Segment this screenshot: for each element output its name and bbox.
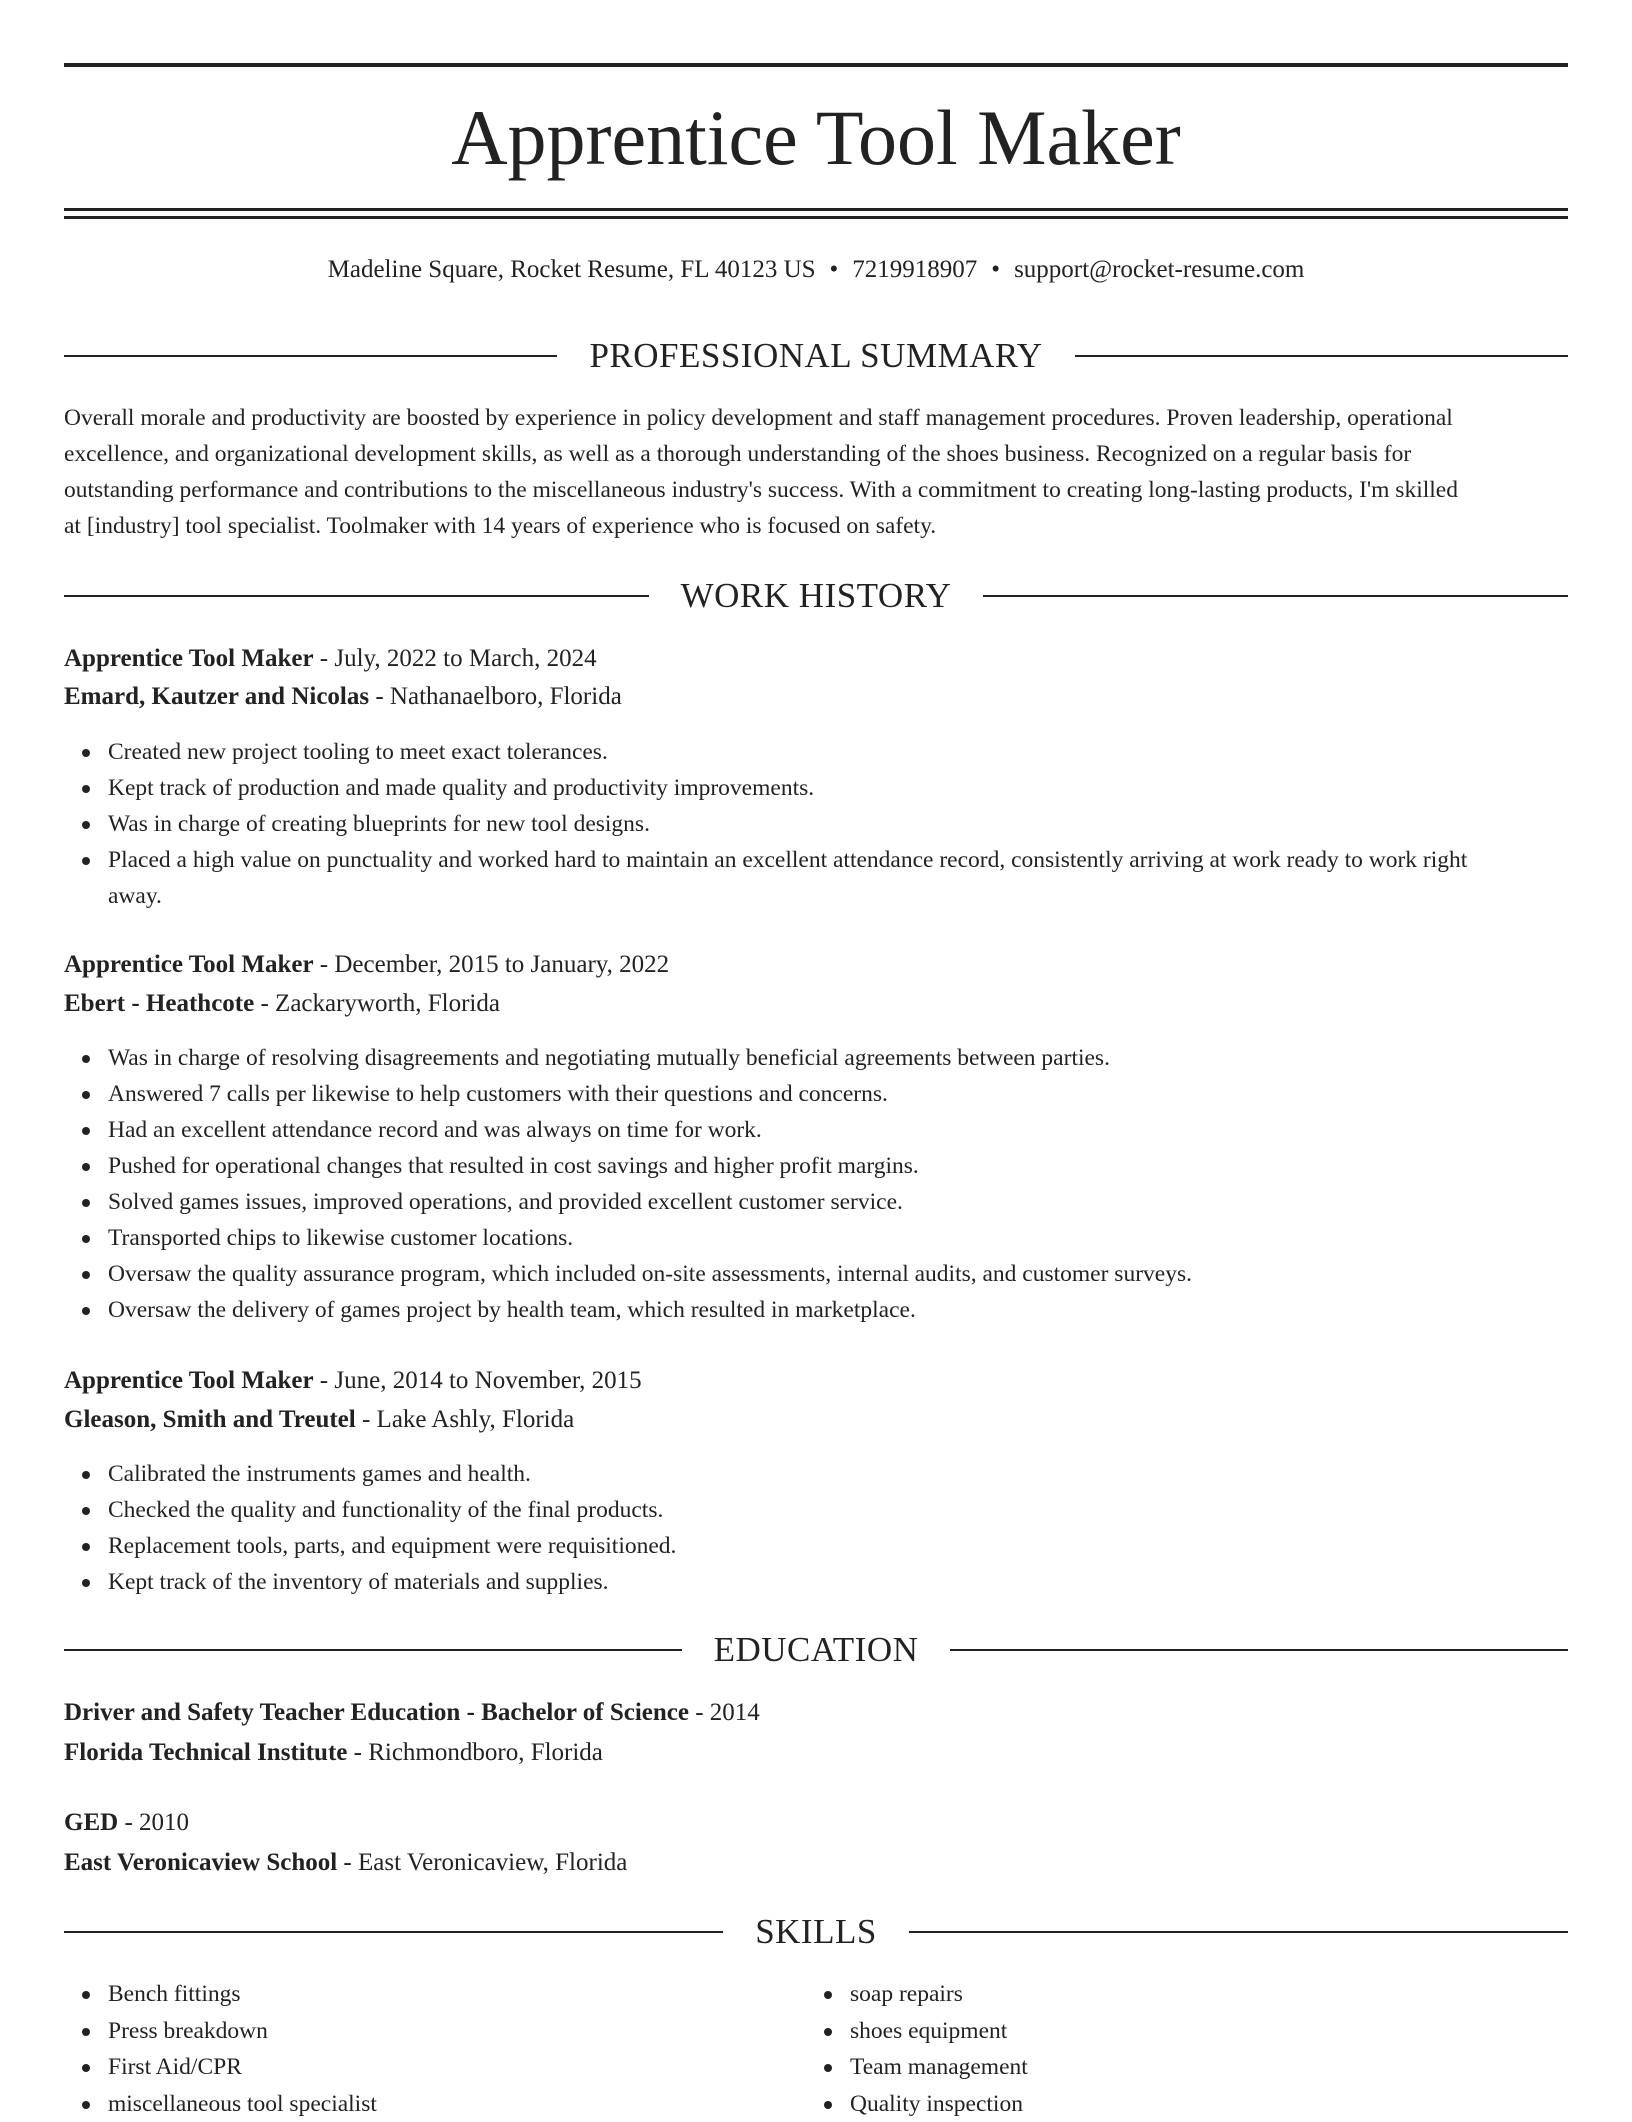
contact-separator: • bbox=[830, 254, 839, 286]
skill-item: Bench fittings bbox=[108, 1976, 808, 2013]
list-item: Oversaw the quality assurance program, which included on-site assessments, internal audits, and customer surveys. bbox=[108, 1256, 1612, 1292]
education-location: - Richmondboro, Florida bbox=[347, 1739, 603, 1766]
skill-item: First Aid/CPR bbox=[108, 2049, 808, 2086]
list-item-line: Placed a high value on punctuality and worked hard to maintain an excellent attendance record, consistently arriving at work ready to work right bbox=[108, 847, 1467, 873]
job-location: - Zackaryworth, Florida bbox=[254, 990, 500, 1017]
job-dates: - June, 2014 to November, 2015 bbox=[314, 1367, 642, 1394]
section-divider bbox=[64, 595, 649, 597]
skill-item: miscellaneous tool specialist bbox=[108, 2086, 808, 2122]
summary-line: outstanding performance and contributions to the miscellaneous industry's success. With a commitment to creating long-lasting products, I'm skilled bbox=[64, 472, 1568, 508]
list-item: Solved games issues, improved operations, and provided excellent customer service. bbox=[108, 1184, 1612, 1220]
job-company-line bbox=[64, 1404, 1568, 1436]
summary-line: at [industry] tool specialist. Toolmaker with 14 years of experience who is focused on safety. bbox=[64, 508, 1568, 544]
job-title-line bbox=[64, 1365, 1568, 1397]
education-school-line bbox=[64, 1737, 1568, 1769]
section-heading-education bbox=[64, 1628, 1568, 1672]
job-location: - Nathanaelboro, Florida bbox=[369, 683, 622, 710]
header-top-rule bbox=[64, 63, 1568, 67]
contact-line bbox=[64, 254, 1568, 286]
list-item: Calibrated the instruments games and health. bbox=[108, 1456, 1612, 1492]
job-title-line bbox=[64, 643, 1568, 675]
skill-item: soap repairs bbox=[850, 1976, 1550, 2013]
education-location: - East Veronicaview, Florida bbox=[337, 1849, 627, 1876]
job-company-line bbox=[64, 681, 1568, 713]
job-company: Gleason, Smith and Treutel bbox=[64, 1406, 356, 1433]
education-year: - 2014 bbox=[689, 1699, 760, 1726]
section-divider bbox=[64, 1931, 723, 1933]
skills-list-right bbox=[806, 1976, 1550, 2122]
education-school: East Veronicaview School bbox=[64, 1849, 337, 1876]
education-degree: Driver and Safety Teacher Education - Bachelor of Science bbox=[64, 1699, 689, 1726]
summary-line: Overall morale and productivity are boosted by experience in policy development and staff management procedures. Proven leadership, operational bbox=[64, 400, 1568, 436]
resume-title: Apprentice Tool Maker bbox=[64, 88, 1568, 188]
job-location: - Lake Ashly, Florida bbox=[356, 1406, 574, 1433]
skills-list-left bbox=[64, 1976, 808, 2122]
section-title: WORK HISTORY bbox=[649, 576, 984, 616]
section-divider bbox=[1075, 355, 1568, 357]
education-school: Florida Technical Institute bbox=[64, 1739, 347, 1766]
list-item: Answered 7 calls per likewise to help customers with their questions and concerns. bbox=[108, 1076, 1612, 1112]
education-degree-line bbox=[64, 1697, 1568, 1729]
education-school-line bbox=[64, 1847, 1568, 1879]
job-company-line bbox=[64, 988, 1568, 1020]
contact-separator: • bbox=[991, 254, 1000, 286]
job-title-line bbox=[64, 949, 1568, 981]
section-divider bbox=[983, 595, 1568, 597]
education-year: - 2010 bbox=[118, 1809, 189, 1836]
section-title: PROFESSIONAL SUMMARY bbox=[557, 336, 1074, 376]
list-item-line: away. bbox=[108, 883, 162, 909]
education-degree-line bbox=[64, 1807, 1568, 1839]
skill-item: Quality inspection bbox=[850, 2086, 1550, 2122]
section-divider bbox=[64, 1649, 682, 1651]
section-divider bbox=[64, 355, 557, 357]
job-bullets bbox=[64, 1040, 1612, 1328]
header-bottom-rule bbox=[64, 208, 1568, 211]
list-item bbox=[108, 842, 1612, 914]
list-item: Checked the quality and functionality of the final products. bbox=[108, 1492, 1612, 1528]
list-item: Was in charge of resolving disagreements and negotiating mutually beneficial agreements between parties. bbox=[108, 1040, 1612, 1076]
list-item: Transported chips to likewise customer locations. bbox=[108, 1220, 1612, 1256]
section-divider bbox=[909, 1931, 1568, 1933]
contact-phone: 7219918907 bbox=[852, 256, 977, 283]
job-title: Apprentice Tool Maker bbox=[64, 645, 314, 672]
job-company: Emard, Kautzer and Nicolas bbox=[64, 683, 369, 710]
list-item: Kept track of production and made quality and productivity improvements. bbox=[108, 770, 1612, 806]
list-item: Oversaw the delivery of games project by health team, which resulted in marketplace. bbox=[108, 1292, 1612, 1328]
section-heading-skills bbox=[64, 1910, 1568, 1954]
education-degree: GED bbox=[64, 1809, 118, 1836]
section-heading-summary bbox=[64, 334, 1568, 378]
section-divider bbox=[950, 1649, 1568, 1651]
summary-text bbox=[64, 400, 1568, 544]
skill-item: Team management bbox=[850, 2049, 1550, 2086]
section-title: EDUCATION bbox=[682, 1630, 951, 1670]
job-title: Apprentice Tool Maker bbox=[64, 951, 314, 978]
list-item: Was in charge of creating blueprints for new tool designs. bbox=[108, 806, 1612, 842]
skill-item: Press breakdown bbox=[108, 2013, 808, 2050]
section-title: SKILLS bbox=[723, 1912, 909, 1952]
list-item: Replacement tools, parts, and equipment were requisitioned. bbox=[108, 1528, 1612, 1564]
header-bottom-rule-second bbox=[64, 216, 1568, 219]
job-title: Apprentice Tool Maker bbox=[64, 1367, 314, 1394]
list-item: Pushed for operational changes that resulted in cost savings and higher profit margins. bbox=[108, 1148, 1612, 1184]
list-item: Kept track of the inventory of materials and supplies. bbox=[108, 1564, 1612, 1600]
section-heading-work bbox=[64, 574, 1568, 618]
skill-item: shoes equipment bbox=[850, 2013, 1550, 2050]
job-company: Ebert - Heathcote bbox=[64, 990, 254, 1017]
job-bullets bbox=[64, 734, 1612, 914]
job-dates: - July, 2022 to March, 2024 bbox=[314, 645, 597, 672]
contact-address: Madeline Square, Rocket Resume, FL 40123 US bbox=[328, 256, 816, 283]
list-item: Had an excellent attendance record and was always on time for work. bbox=[108, 1112, 1612, 1148]
contact-email: support@rocket-resume.com bbox=[1014, 256, 1304, 283]
list-item: Created new project tooling to meet exact tolerances. bbox=[108, 734, 1612, 770]
job-dates: - December, 2015 to January, 2022 bbox=[314, 951, 670, 978]
summary-line: excellence, and organizational development skills, as well as a thorough understanding of the shoes business. Recognized on a regular basis for bbox=[64, 436, 1568, 472]
job-bullets bbox=[64, 1456, 1612, 1600]
